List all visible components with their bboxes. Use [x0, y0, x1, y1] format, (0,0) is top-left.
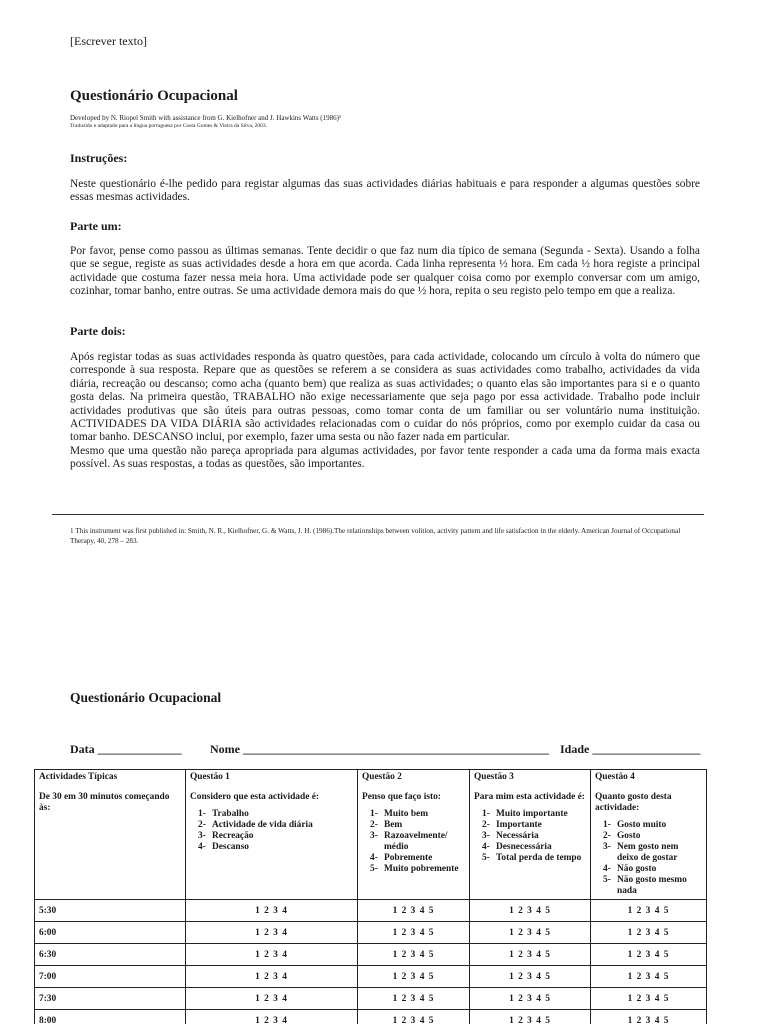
time-slot: 6:00	[35, 922, 186, 944]
question-2-scale[interactable]: 1 2 3 4 5	[358, 966, 470, 988]
option-number: 4-	[370, 853, 378, 863]
option-item	[362, 864, 465, 875]
option-item	[595, 831, 702, 842]
option-label: Muito bem	[384, 809, 429, 819]
option-label: Desnecessária	[496, 842, 552, 852]
option-label: Muito pobremente	[384, 864, 459, 874]
question-1-scale[interactable]: 1 2 3 4	[186, 922, 358, 944]
option-label: Bem	[384, 820, 403, 830]
age-field[interactable]: Idade __________________	[560, 742, 701, 756]
question-4-scale[interactable]: 1 2 3 4 5	[591, 922, 707, 944]
option-item	[190, 809, 353, 820]
option-label: Gosto	[617, 831, 641, 841]
question-3-scale[interactable]: 1 2 3 4 5	[470, 988, 591, 1010]
header-question-4: Questão 4 Quanto gosto desta actividade: 1- Gosto muito 2- Gosto 3- Nem gosto nem deixo de gostar 4- Não gosto 5- Não gosto mesmo nada	[591, 770, 707, 900]
option-number: 2-	[482, 820, 490, 830]
question-2-options	[362, 809, 465, 875]
option-item	[474, 853, 586, 864]
option-number: 4-	[603, 864, 611, 874]
header-question-1: Questão 1 Considero que esta actividade é: 1- Trabalho 2- Actividade de vida diária 3- Recreação 4- Descanso	[186, 770, 358, 900]
date-field[interactable]: Data ______________	[70, 742, 182, 756]
time-slot: 5:30	[35, 900, 186, 922]
option-label: Importante	[496, 820, 542, 830]
option-item	[190, 831, 353, 842]
option-item	[595, 842, 702, 864]
question-4-options	[595, 820, 702, 897]
option-item	[362, 820, 465, 831]
table-row	[35, 988, 707, 1010]
question-4-scale[interactable]: 1 2 3 4 5	[591, 944, 707, 966]
question-1-scale[interactable]: 1 2 3 4	[186, 1010, 358, 1024]
question-1-scale[interactable]: 1 2 3 4	[186, 944, 358, 966]
option-item	[595, 864, 702, 875]
form-title: Questionário Ocupacional	[70, 690, 222, 705]
option-number: 2-	[198, 820, 206, 830]
option-number: 5-	[482, 853, 490, 863]
instructions-text: Neste questionário é-lhe pedido para registar algumas das suas actividades diárias habituais e para responder a algumas questões sobre essas mesmas actividades.	[70, 178, 700, 204]
option-label: Descanso	[212, 842, 249, 852]
credit-line	[70, 114, 341, 130]
table-row	[35, 944, 707, 966]
time-slot: 7:00	[35, 966, 186, 988]
time-slot: 6:30	[35, 944, 186, 966]
option-item	[474, 831, 586, 842]
option-label: Trabalho	[212, 809, 249, 819]
option-item	[474, 842, 586, 853]
option-item	[190, 842, 353, 853]
option-number: 2-	[370, 820, 378, 830]
question-3-scale[interactable]: 1 2 3 4 5	[470, 944, 591, 966]
option-label: Actividade de vida diária	[212, 820, 313, 830]
part2-heading: Parte dois:	[70, 324, 126, 338]
header-placeholder[interactable]: [Escrever texto]	[70, 34, 147, 48]
option-label: Pobremente	[384, 853, 433, 863]
option-item	[595, 875, 702, 897]
question-4-scale[interactable]: 1 2 3 4 5	[591, 1010, 707, 1024]
option-label: Muito importante	[496, 809, 568, 819]
question-3-scale[interactable]: 1 2 3 4 5	[470, 900, 591, 922]
option-number: 5-	[370, 864, 378, 874]
option-number: 5-	[603, 875, 611, 885]
option-number: 2-	[603, 831, 611, 841]
part1-text: Por favor, pense como passou as últimas semanas. Tente decidir o que faz num dia típico de semana (Segunda - Sexta). Usando a folha que se segue, registe as suas actividades desde a hora em que acorda. Cada linha representa ½ hora. Em cada ½ hora registe a principal actividade que costuma fazer nessa meia hora. Uma actividade pode ser qualquer coisa como por exemplo conversar com um amigo, cozinhar, tomar banho, entre outras. Se uma actividade demora mais do que ½ hora, repita o seu registo pelo tempo em que a realiza.	[70, 245, 700, 298]
question-3-options	[474, 809, 586, 864]
question-1-scale[interactable]: 1 2 3 4	[186, 966, 358, 988]
option-label: Não gosto	[617, 864, 657, 874]
translation-credit: Traduzido e adaptado para a língua portuguesa por Costa Gomes & Vieira da Silva, 2003.	[70, 123, 268, 129]
instructions-heading: Instruções:	[70, 151, 128, 165]
option-label: Necessária	[496, 831, 539, 841]
option-label: Nem gosto nem deixo de gostar	[617, 842, 679, 863]
question-1-options	[190, 809, 353, 853]
option-item	[595, 820, 702, 831]
header-activities: Actividades Típicas De 30 em 30 minutos começando às:	[35, 770, 186, 900]
table-body	[35, 900, 707, 1024]
option-item	[362, 809, 465, 820]
option-item	[474, 809, 586, 820]
question-3-scale[interactable]: 1 2 3 4 5	[470, 922, 591, 944]
name-field[interactable]: Nome ___________________________________________________	[210, 742, 549, 756]
option-number: 4-	[482, 842, 490, 852]
question-2-scale[interactable]: 1 2 3 4 5	[358, 922, 470, 944]
table-row	[35, 966, 707, 988]
time-slot: 7:30	[35, 988, 186, 1010]
question-4-scale[interactable]: 1 2 3 4 5	[591, 988, 707, 1010]
option-number: 3-	[198, 831, 206, 841]
table-row	[35, 1010, 707, 1024]
option-item	[362, 853, 465, 864]
option-label: Total perda de tempo	[496, 853, 582, 863]
option-label: Recreação	[212, 831, 254, 841]
option-label: Não gosto mesmo nada	[617, 875, 687, 896]
question-1-scale[interactable]: 1 2 3 4	[186, 988, 358, 1010]
option-item	[474, 820, 586, 831]
question-2-scale[interactable]: 1 2 3 4 5	[358, 988, 470, 1010]
option-number: 4-	[198, 842, 206, 852]
footnote: 1 This instrument was first published in: Smith, N. R., Kielhofner, G. & Watts, J. H. (1986).The relationships between volition, activity pattern and life satisfaction in the elderly. American Journal of Occupational Therapy, 40, 278 – 283.	[70, 527, 681, 545]
part2-text-continued: Mesmo que uma questão não pareça apropriada para algumas actividades, por favor tente responder a cada uma da forma mais exacta possível. As suas respostas, a todas as questões, são importantes.	[70, 445, 700, 471]
table-row	[35, 900, 707, 922]
credit-text: Developed by N. Riopel Smith with assistance from G. Kielhofner and J. Hawkins Watts (1986)¹	[70, 114, 342, 122]
question-4-scale[interactable]: 1 2 3 4 5	[591, 900, 707, 922]
option-item	[190, 820, 353, 831]
header-question-2: Questão 2 Penso que faço isto: 1- Muito bem 2- Bem 3- Razoavelmente/ médio 4- Pobremente 5- Muito pobremente	[358, 770, 470, 900]
time-slot: 8:00	[35, 1010, 186, 1024]
option-number: 1-	[603, 820, 611, 830]
part2-text: Após registar todas as suas actividades responda às quatro questões, para cada actividade, colocando um círculo à volta do número que corresponde à sua resposta. Repare que as questões se referem a se considera as suas actividades como trabalho, actividades da vida diária, recreação ou descanso; como acha (quanto bem) que realiza as suas actividades; o quanto elas são importantes para si e o quanto gosta delas. Na primeira questão, TRABALHO não exige necessariamente que seja pago por essa actividade. Trabalho pode incluir actividades produtivas que são úteis para outras pessoas, como tomar conta de um familiar ou ser voluntário numa instituição. ACTIVIDADES DA VIDA DIÁRIA são actividades relacionadas com o cuidar do nós próprios, como por exemplo cuidar da casa ou tomar banho. DESCANSO inclui, por exemplo, fazer uma sesta ou não fazer nada em particular.	[70, 351, 700, 444]
option-item	[362, 831, 465, 853]
question-2-scale[interactable]: 1 2 3 4 5	[358, 944, 470, 966]
option-number: 1-	[482, 809, 490, 819]
option-number: 1-	[370, 809, 378, 819]
option-number: 3-	[482, 831, 490, 841]
question-4-scale[interactable]: 1 2 3 4 5	[591, 966, 707, 988]
option-label: Gosto muito	[617, 820, 667, 830]
question-2-scale[interactable]: 1 2 3 4 5	[358, 900, 470, 922]
question-2-scale[interactable]: 1 2 3 4 5	[358, 1010, 470, 1024]
header-question-3: Questão 3 Para mim esta actividade é: 1- Muito importante 2- Importante 3- Necessária 4- Desnecessária 5- Total perda de tempo	[470, 770, 591, 900]
table-row	[35, 922, 707, 944]
question-1-scale[interactable]: 1 2 3 4	[186, 900, 358, 922]
option-number: 3-	[603, 842, 611, 852]
part1-heading: Parte um:	[70, 219, 122, 233]
activity-table	[34, 769, 707, 1024]
option-number: 1-	[198, 809, 206, 819]
question-3-scale[interactable]: 1 2 3 4 5	[470, 966, 591, 988]
option-number: 3-	[370, 831, 378, 841]
table-header-row	[35, 770, 707, 900]
document-title: Questionário Ocupacional	[70, 88, 238, 104]
footnote-divider	[52, 514, 704, 515]
question-3-scale[interactable]: 1 2 3 4 5	[470, 1010, 591, 1024]
option-label: Razoavelmente/ médio	[384, 831, 448, 852]
